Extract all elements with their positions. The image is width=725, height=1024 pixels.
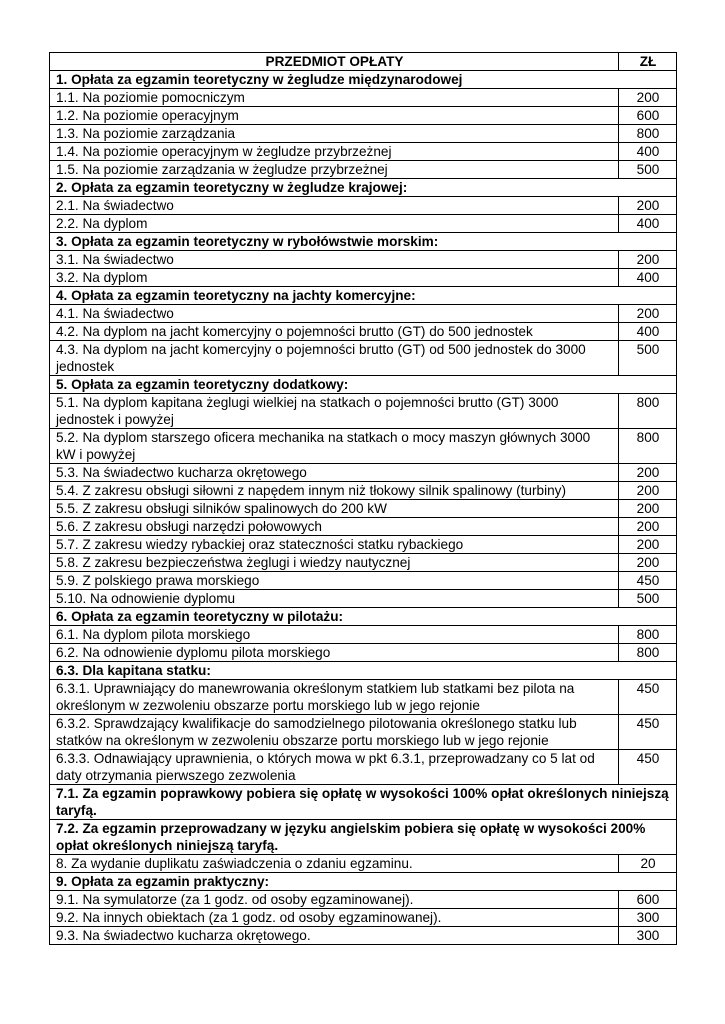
section-header-row <box>50 179 677 197</box>
table-row <box>50 927 677 945</box>
table-row <box>50 590 677 608</box>
fee-table-body <box>50 71 677 945</box>
table-row <box>50 323 677 341</box>
fee-description: 1.5. Na poziomie zarządzania w żegludze przybrzeżnej <box>50 161 619 179</box>
fee-amount: 200 <box>619 518 677 536</box>
table-row <box>50 125 677 143</box>
fee-description: 8. Za wydanie duplikatu zaświadczenia o zdaniu egzaminu. <box>50 855 619 873</box>
fee-amount: 450 <box>619 750 677 785</box>
table-row <box>50 197 677 215</box>
table-row <box>50 626 677 644</box>
fee-table <box>49 52 677 945</box>
fee-description: 1.3. Na poziomie zarządzania <box>50 125 619 143</box>
fee-description: 4.3. Na dyplom na jacht komercyjny o pojemności brutto (GT) od 500 jednostek do 3000 jednostek <box>50 341 619 376</box>
fee-description: 5.8. Z zakresu bezpieczeństwa żeglugi i wiedzy nautycznej <box>50 554 619 572</box>
table-row <box>50 536 677 554</box>
fee-amount: 500 <box>619 161 677 179</box>
fee-description: 6.2. Na odnowienie dyplomu pilota morskiego <box>50 644 619 662</box>
section-title: 6. Opłata za egzamin teoretyczny w pilotażu: <box>50 608 677 626</box>
table-row <box>50 909 677 927</box>
fee-amount: 800 <box>619 429 677 464</box>
fee-amount: 200 <box>619 482 677 500</box>
fee-description: 4.1. Na świadectwo <box>50 305 619 323</box>
fee-amount: 800 <box>619 644 677 662</box>
fee-amount: 450 <box>619 680 677 715</box>
table-row <box>50 644 677 662</box>
table-row <box>50 394 677 429</box>
table-row <box>50 251 677 269</box>
fee-description: 6.3.1. Uprawniający do manewrowania określonym statkiem lub statkami bez pilota na określonym w zezwoleniu obszarze portu morskiego lub w jego rejonie <box>50 680 619 715</box>
table-row <box>50 305 677 323</box>
fee-description: 1.1. Na poziomie pomocniczym <box>50 89 619 107</box>
fee-amount: 200 <box>619 89 677 107</box>
table-row <box>50 429 677 464</box>
fee-amount: 800 <box>619 125 677 143</box>
fee-amount: 200 <box>619 554 677 572</box>
fee-description: 5.7. Z zakresu wiedzy rybackiej oraz stateczności statku rybackiego <box>50 536 619 554</box>
fee-amount: 600 <box>619 107 677 125</box>
section-title: 7.2. Za egzamin przeprowadzany w języku angielskim pobiera się opłatę w wysokości 200% opłat określonych niniejszą taryfą. <box>50 820 677 855</box>
section-title: 5. Opłata za egzamin teoretyczny dodatkowy: <box>50 376 677 394</box>
fee-amount: 200 <box>619 305 677 323</box>
fee-amount: 400 <box>619 215 677 233</box>
table-row <box>50 680 677 715</box>
table-row <box>50 89 677 107</box>
table-row <box>50 891 677 909</box>
fee-amount: 200 <box>619 500 677 518</box>
section-title: 7.1. Za egzamin poprawkowy pobiera się opłatę w wysokości 100% opłat określonych niniejszą taryfą. <box>50 785 677 820</box>
table-row <box>50 554 677 572</box>
table-row <box>50 107 677 125</box>
section-header-row <box>50 608 677 626</box>
fee-description: 5.3. Na świadectwo kucharza okrętowego <box>50 464 619 482</box>
section-header-row <box>50 376 677 394</box>
section-title: 6.3. Dla kapitana statku: <box>50 662 677 680</box>
table-row <box>50 161 677 179</box>
fee-description: 5.10. Na odnowienie dyplomu <box>50 590 619 608</box>
table-row <box>50 215 677 233</box>
fee-description: 9.3. Na świadectwo kucharza okrętowego. <box>50 927 619 945</box>
section-title: 1. Opłata za egzamin teoretyczny w żegludze międzynarodowej <box>50 71 677 89</box>
section-title: 3. Opłata za egzamin teoretyczny w rybołówstwie morskim: <box>50 233 677 251</box>
section-header-row <box>50 287 677 305</box>
fee-description: 5.6. Z zakresu obsługi narzędzi połowowych <box>50 518 619 536</box>
subject-column-header: PRZEDMIOT OPŁATY <box>50 53 619 71</box>
fee-description: 6.3.2. Sprawdzający kwalifikacje do samodzielnego pilotowania określonego statku lub statków na określonym w zezwoleniu obszarze portu morskiego lub w jego rejonie <box>50 715 619 750</box>
table-row <box>50 269 677 287</box>
fee-amount: 800 <box>619 394 677 429</box>
fee-amount: 400 <box>619 143 677 161</box>
table-row <box>50 464 677 482</box>
table-row <box>50 572 677 590</box>
fee-description: 4.2. Na dyplom na jacht komercyjny o pojemności brutto (GT) do 500 jednostek <box>50 323 619 341</box>
fee-amount: 200 <box>619 464 677 482</box>
fee-description: 1.4. Na poziomie operacyjnym w żegludze przybrzeżnej <box>50 143 619 161</box>
fee-description: 9.1. Na symulatorze (za 1 godz. od osoby egzaminowanej). <box>50 891 619 909</box>
table-row <box>50 482 677 500</box>
table-row <box>50 715 677 750</box>
table-row <box>50 500 677 518</box>
table-row <box>50 750 677 785</box>
fee-description: 5.5. Z zakresu obsługi silników spalinowych do 200 kW <box>50 500 619 518</box>
fee-description: 5.4. Z zakresu obsługi siłowni z napędem innym niż tłokowy silnik spalinowy (turbiny) <box>50 482 619 500</box>
section-title: 9. Opłata za egzamin praktyczny: <box>50 873 677 891</box>
section-header-row <box>50 873 677 891</box>
fee-description: 2.2. Na dyplom <box>50 215 619 233</box>
fee-description: 3.2. Na dyplom <box>50 269 619 287</box>
fee-amount: 450 <box>619 715 677 750</box>
section-title: 4. Opłata za egzamin teoretyczny na jachty komercyjne: <box>50 287 677 305</box>
amount-column-header: ZŁ <box>619 53 677 71</box>
table-row <box>50 143 677 161</box>
fee-amount: 300 <box>619 909 677 927</box>
fee-amount: 500 <box>619 590 677 608</box>
fee-amount: 400 <box>619 323 677 341</box>
fee-description: 9.2. Na innych obiektach (za 1 godz. od osoby egzaminowanej). <box>50 909 619 927</box>
fee-description: 5.9. Z polskiego prawa morskiego <box>50 572 619 590</box>
fee-description: 2.1. Na świadectwo <box>50 197 619 215</box>
section-header-row <box>50 233 677 251</box>
fee-amount: 200 <box>619 197 677 215</box>
table-row <box>50 855 677 873</box>
fee-description: 3.1. Na świadectwo <box>50 251 619 269</box>
section-header-row <box>50 785 677 820</box>
section-header-row <box>50 662 677 680</box>
section-header-row <box>50 820 677 855</box>
section-title: 2. Opłata za egzamin teoretyczny w żegludze krajowej: <box>50 179 677 197</box>
section-header-row <box>50 71 677 89</box>
table-row <box>50 518 677 536</box>
fee-amount: 20 <box>619 855 677 873</box>
fee-amount: 200 <box>619 536 677 554</box>
fee-description: 5.2. Na dyplom starszego oficera mechanika na statkach o mocy maszyn głównych 3000 kW i powyżej <box>50 429 619 464</box>
table-header-row <box>50 53 677 71</box>
fee-amount: 200 <box>619 251 677 269</box>
fee-amount: 800 <box>619 626 677 644</box>
fee-amount: 400 <box>619 269 677 287</box>
fee-description: 6.3.3. Odnawiający uprawnienia, o których mowa w pkt 6.3.1, przeprowadzany co 5 lat od daty otrzymania pierwszego zezwolenia <box>50 750 619 785</box>
fee-amount: 500 <box>619 341 677 376</box>
fee-description: 6.1. Na dyplom pilota morskiego <box>50 626 619 644</box>
fee-amount: 600 <box>619 891 677 909</box>
fee-description: 5.1. Na dyplom kapitana żeglugi wielkiej na statkach o pojemności brutto (GT) 3000 jednostek i powyżej <box>50 394 619 429</box>
table-row <box>50 341 677 376</box>
fee-description: 1.2. Na poziomie operacyjnym <box>50 107 619 125</box>
fee-amount: 450 <box>619 572 677 590</box>
fee-amount: 300 <box>619 927 677 945</box>
